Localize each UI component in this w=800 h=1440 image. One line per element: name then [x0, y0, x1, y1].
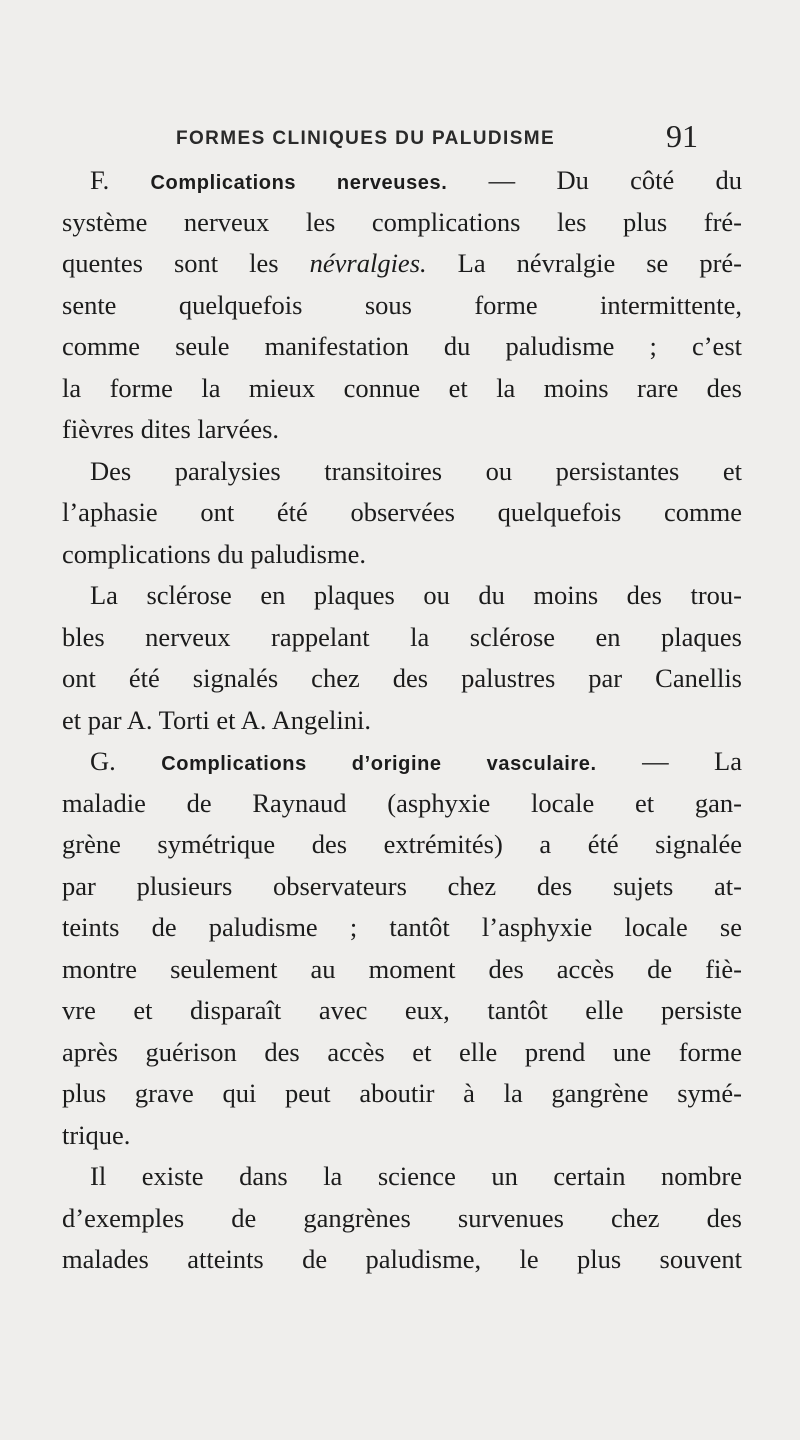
text-line: comme seule manifestation du paludisme ; c’est: [62, 331, 742, 361]
text-line: maladie de Raynaud (asphyxie locale et gan-: [62, 787, 742, 818]
text-line: montre seulement au moment des accès de fiè-: [62, 953, 742, 984]
text-line: fièvres dites larvées.: [62, 414, 280, 444]
text-line: vre et disparaît avec eux, tantôt elle persiste: [62, 995, 742, 1025]
section-heading-f: [62, 160, 742, 202]
running-title: FORMES CLINIQUES DU PALUDISME: [176, 128, 556, 149]
text-line: — La: [596, 746, 742, 776]
text-line: — Du côté du: [447, 165, 742, 195]
text-line: Il existe dans la science un certain nombre: [90, 1161, 742, 1191]
text-line: et par A. Torti et A. Angelini.: [62, 704, 371, 735]
text-line: malades atteints de paludisme, le plus souvent: [62, 1244, 742, 1274]
text-line: la forme la mieux connue et la moins rare des: [62, 372, 742, 403]
text-line: La sclérose en plaques ou du moins des trou-: [90, 580, 742, 610]
section-title-g: Complications d’origine vasculaire.: [161, 753, 597, 775]
text-line: d’exemples de gangrènes survenues chez des: [62, 1202, 742, 1233]
text-line: sente quelquefois sous forme intermittente,: [62, 289, 742, 320]
text-line: plus grave qui peut aboutir à la gangrène symé-: [62, 1078, 742, 1108]
section-title-f: Complications nerveuses.: [150, 172, 448, 194]
text-line: Des paralysies transitoires ou persistantes et: [90, 455, 742, 486]
text-line: par plusieurs observateurs chez des sujets at-: [62, 870, 742, 901]
body-text: [62, 160, 742, 1281]
page-number: 91: [666, 118, 698, 154]
text-line: l’aphasie ont été observées quelquefois comme: [62, 497, 742, 527]
text-line: complications du paludisme.: [62, 538, 366, 569]
text-line: trique.: [62, 1119, 131, 1150]
section-label-g: G.: [90, 746, 116, 776]
section-heading-g: [62, 741, 742, 783]
emphasis: névralgies.: [309, 248, 427, 278]
text-line: après guérison des accès et elle prend une forme: [62, 1036, 742, 1067]
text-line: système nerveux les complications les plus fré-: [62, 206, 742, 237]
section-label-f: F.: [90, 165, 110, 195]
text-line: quentes sont les névralgies. La névralgie se pré-: [62, 248, 742, 278]
text-line: ont été signalés chez des palustres par Canellis: [62, 663, 742, 693]
text-line: grène symétrique des extrémités) a été signalée: [62, 829, 742, 859]
text-line: bles nerveux rappelant la sclérose en plaques: [62, 621, 742, 652]
text-line: teints de paludisme ; tantôt l’asphyxie locale se: [62, 912, 742, 942]
